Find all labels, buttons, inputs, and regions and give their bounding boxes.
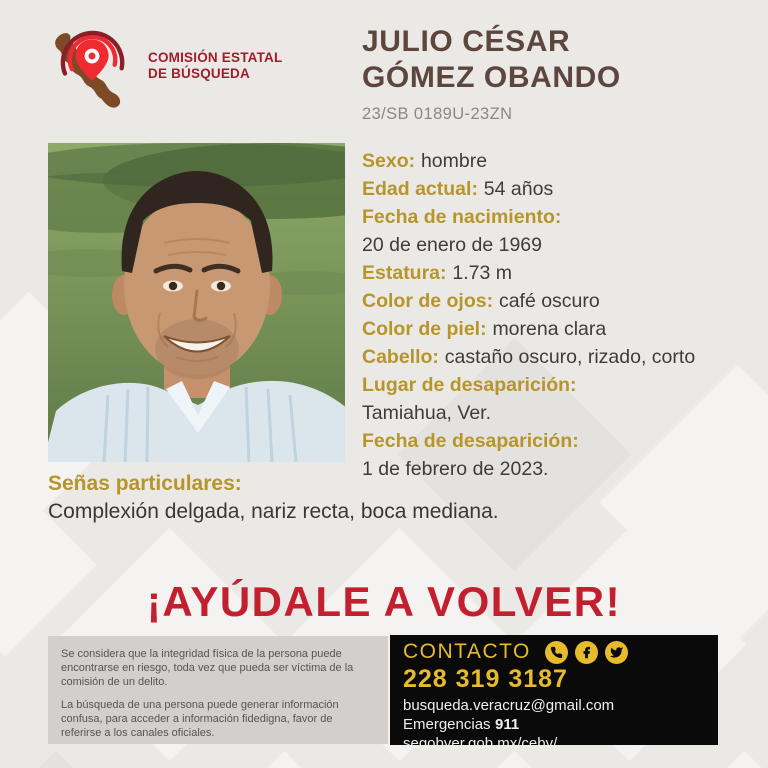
detail-label: Fecha de desaparición: [362, 430, 579, 452]
senas-value: Complexión delgada, nariz recta, boca mediana. [48, 500, 499, 523]
pin-dot [89, 53, 96, 60]
detail-sexo [362, 147, 764, 175]
detail-fecha-desaparicion-label [362, 427, 764, 455]
detail-label: Color de ojos: [362, 290, 494, 312]
emergency-number: 911 [495, 716, 520, 733]
emergency-line [403, 715, 705, 734]
detail-fecha-nacimiento-value [362, 231, 764, 259]
detail-value: castaño oscuro, rizado, corto [444, 346, 696, 368]
org-name-line1: COMISIÓN ESTATAL [148, 50, 283, 65]
contact-phone-number[interactable]: 228 319 3187 [403, 665, 568, 693]
detail-label: Color de piel: [362, 318, 487, 340]
missing-person-photo [48, 143, 345, 462]
org-logo [44, 26, 282, 114]
detail-label: Estatura: [362, 262, 447, 284]
detail-estatura [362, 259, 764, 287]
detail-value: café oscuro [498, 290, 600, 312]
detail-cabello [362, 343, 764, 371]
detail-label: Fecha de nacimiento: [362, 206, 562, 228]
detail-value: 1 de febrero de 2023. [362, 458, 549, 480]
detail-color-ojos [362, 287, 764, 315]
facebook-icon[interactable] [575, 641, 598, 664]
photo-illustration [48, 143, 345, 462]
person-name-line1: JULIO CÉSAR [362, 25, 571, 58]
detail-label: Lugar de desaparición: [362, 374, 577, 396]
detail-lugar-label [362, 371, 764, 399]
contact-title: CONTACTO [403, 640, 531, 663]
detail-value: morena clara [492, 318, 607, 340]
detail-lugar-value [362, 399, 764, 427]
detail-value: hombre [420, 150, 488, 172]
case-id: 23/SB 0189U-23ZN [362, 105, 513, 123]
detail-label: Edad actual: [362, 178, 478, 200]
detail-value: 54 años [483, 178, 554, 200]
detail-value: 1.73 m [452, 262, 512, 284]
legal-notice-box [48, 636, 388, 744]
headline-ayudale-a-volver: ¡AYÚDALE A VOLVER! [146, 578, 622, 625]
twitter-icon[interactable] [605, 641, 628, 664]
legal-paragraph-2: La búsqueda de una persona puede generar información confusa, para acceder a información fidedigna, favor de referirse a los canales oficiales. [61, 699, 339, 739]
org-name [148, 50, 282, 82]
legal-paragraph-1: Se considera que la integridad física de la persona puede encontrarse en riesgo, toda vez que pueda ser víctima de la comisión de un delito. [61, 648, 354, 688]
person-header [362, 24, 621, 124]
search-commission-logo-icon [44, 26, 140, 114]
person-details [362, 147, 764, 483]
senas-particulares [48, 470, 708, 526]
org-name-line2: DE BÚSQUEDA [148, 66, 250, 81]
person-name-line2: GÓMEZ OBANDO [362, 61, 621, 94]
contact-email[interactable]: busqueda.veracruz@gmail.com [403, 697, 615, 714]
contact-box [390, 635, 718, 752]
senas-label: Señas particulares: [48, 472, 242, 495]
emergency-label: Emergencias [403, 716, 491, 733]
detail-fecha-nacimiento-label [362, 203, 764, 231]
detail-value: Tamiahua, Ver. [362, 402, 491, 424]
detail-color-piel [362, 315, 764, 343]
detail-label: Cabello: [362, 346, 439, 368]
detail-value: 20 de enero de 1969 [362, 234, 542, 256]
detail-edad [362, 175, 764, 203]
detail-label: Sexo: [362, 150, 416, 172]
phone-icon[interactable] [545, 641, 568, 664]
contact-website[interactable]: segobver.gob.mx/cebv/ [403, 735, 558, 752]
contact-social-icons [545, 641, 628, 664]
